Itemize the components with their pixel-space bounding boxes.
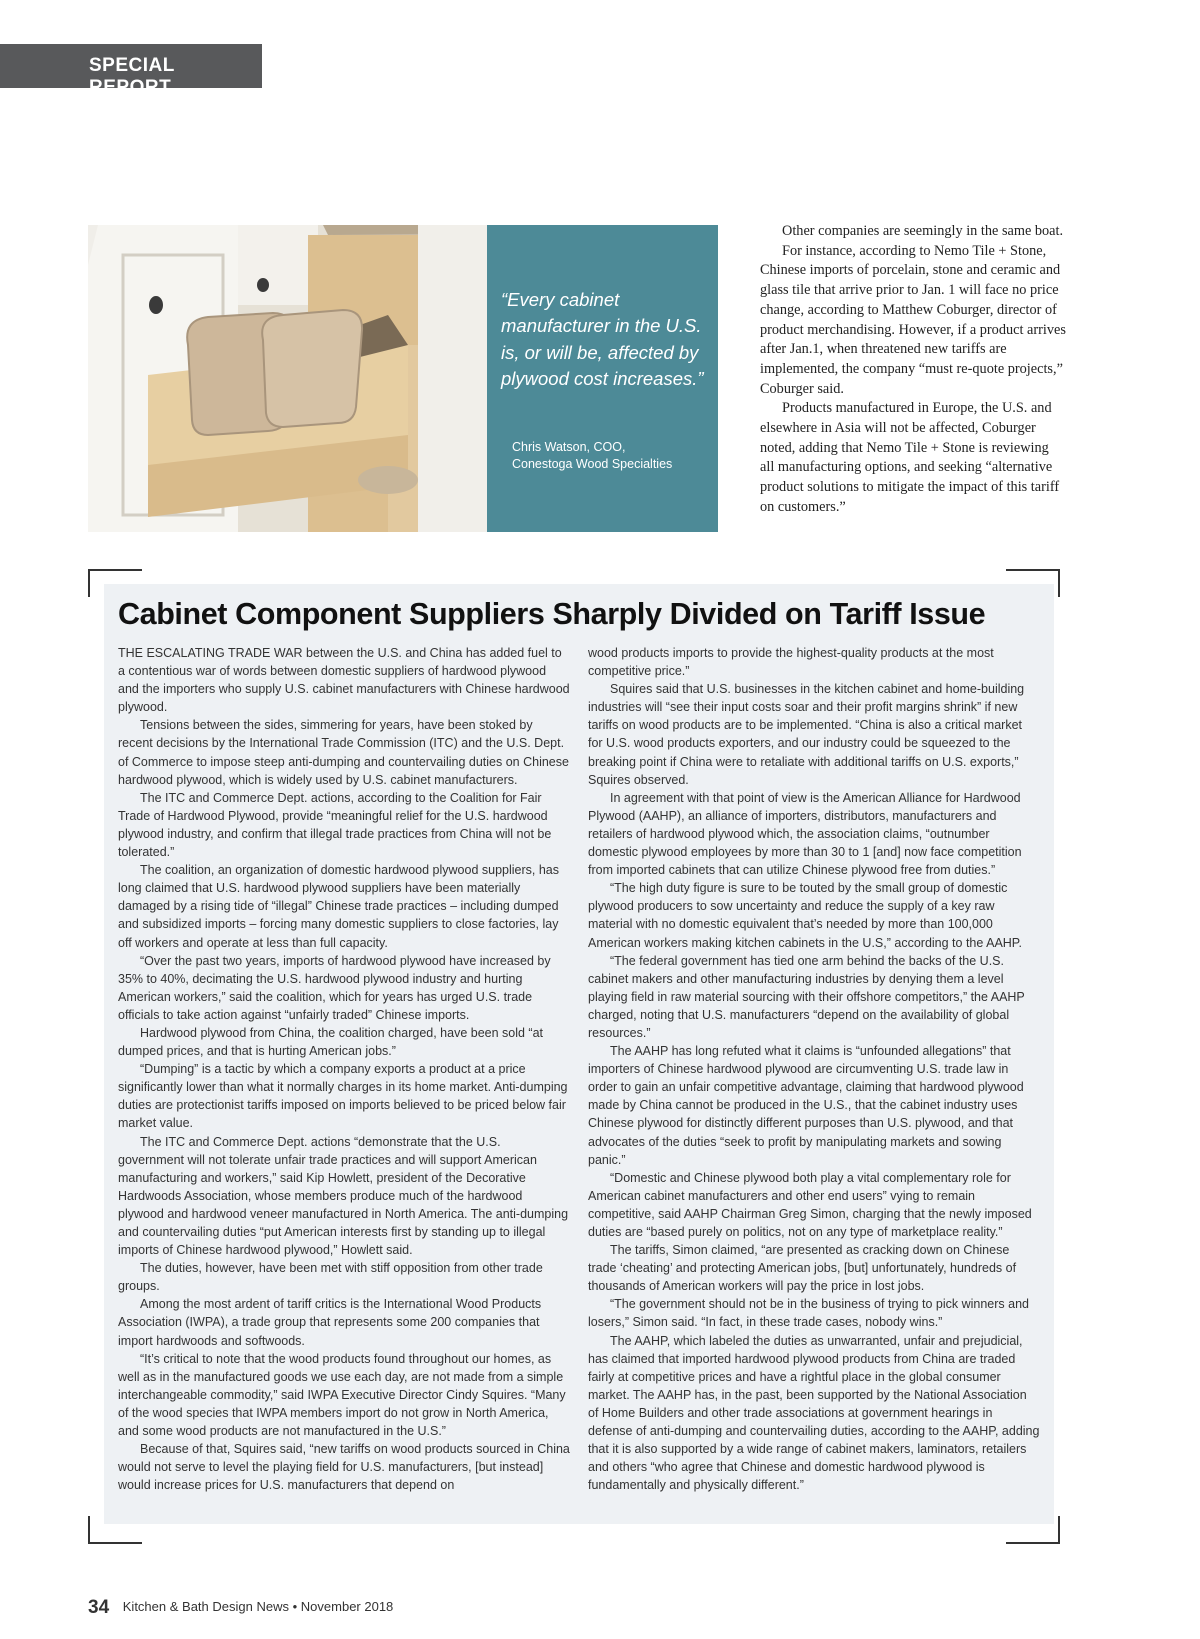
paragraph: The AAHP has long refuted what it claims is “unfounded allegations” that importers of Chinese hardwood plywood are circumventing U.S. trade law in order to gain an unfair competitive advantage, claiming that hardwood plywood made by China cannot be produced in the U.S., that the cabinet industry uses Chinese plywood for distinctly different purposes than U.S. plywood, and that advocates of the duties “seek to profit by manipulating markets and sowing panic.” bbox=[588, 1044, 1024, 1167]
section-tag bbox=[0, 44, 262, 98]
pull-quote-attribution-name: Chris Watson, COO, bbox=[512, 440, 626, 454]
paragraph: “The high duty figure is sure to be touted by the small group of domestic plywood producers to sow uncertainty and reduce the supply of a key raw material with no domestic equivalent that’s needed by more than 100,000 American workers making kitchen cabinets in the U.S,” according to the AAHP. bbox=[588, 881, 1023, 950]
paragraph: “Over the past two years, imports of hardwood plywood have increased by 35% to 40%, decimating the U.S. hardwood plywood industry and hurting American workers,” said the coalition, which for years has urged U.S. trade officials to take action against “unfairly traded” Chinese imports. bbox=[118, 953, 551, 1022]
pull-quote-attribution-company: Conestoga Wood Specialties bbox=[512, 457, 673, 471]
paragraph: In agreement with that point of view is the American Alliance for Hardwood Plywood (AAHP), an alliance of importers, distributors, manufacturers and retailers of hardwood plywood which, the association claims, “outnumber domestic plywood employees by more than 30 to 1 [and] now face competition from imported cabinets that can utilize Chinese plywood free from duties.” bbox=[588, 790, 1022, 878]
paragraph: wood products imports to provide the highest-quality products at the most competitive price.” bbox=[588, 646, 994, 679]
section-tag-label: SPECIAL REPORT bbox=[89, 55, 175, 98]
sidebar-headline: Cabinet Component Suppliers Sharply Divided on Tariff Issue bbox=[118, 597, 986, 631]
sidebar-column-1 bbox=[118, 644, 570, 1494]
paragraph: The duties, however, have been met with stiff opposition from other trade groups. bbox=[118, 1261, 543, 1294]
paragraph: “Domestic and Chinese plywood both play a vital complementary role for American cabinet manufacturers and other end users” vying to remain competitive, said AAHP Chairman Greg Simon, charging that the newly imposed duties are “based purely on politics, not on any type of marketplace reality.” bbox=[588, 1170, 1032, 1239]
paragraph: The ITC and Commerce Dept. actions, according to the Coalition for Fair Trade of Hardwood Plywood, provide “meaningful relief for the U.S. hardwood plywood industry, and confirm that illegal trade practices from China will not be tolerated.” bbox=[118, 790, 552, 860]
paragraph: The AAHP, which labeled the duties as unwarranted, unfair and prejudicial, has claimed that imported hardwood plywood products from China are traded fairly at competitive prices and have a rightful place in the global consumer market. The AAHP has, in the past, been supported by the National Association of Home Builders and other trade associations at government hearings in defense of anti-dumping and countervailing duties, according to the AAHP, adding that it is also supported by a wide range of cabinet makers, laminators, retailers and others “who agree that Chinese and domestic hardwood plywood is fundamentally and physically different.” bbox=[588, 1333, 1040, 1493]
paragraph: “It’s critical to note that the wood products found throughout our homes, as well as in the manufactured goods we use each day, are not made from a simple interchangeable commodity,” said IWPA Executive Director Cindy Squires. “Many of the wood species that IWPA members import do not grow in North America, and some wood products are not manufactured in the U.S.” bbox=[118, 1351, 566, 1439]
paragraph: Hardwood plywood from China, the coalition charged, have been sold “at dumped prices, and that is hurting American jobs.” bbox=[118, 1025, 544, 1059]
paragraph: The coalition, an organization of domestic hardwood plywood suppliers, has long claimed that U.S. hardwood plywood suppliers have been materially damaged by a rising tide of “illegal” Chinese trade practices – including dumped and subsidized imports – forcing many domestic suppliers to close factories, lay off workers and operate at less than full capacity. bbox=[118, 863, 559, 950]
cabinet-photo bbox=[88, 225, 488, 532]
footer-separator: • bbox=[292, 1599, 298, 1614]
paragraph: For instance, according to Nemo Tile + Stone, Chinese imports of porcelain, stone and ceramic and glass tile that arrive prior to Jan. 1 will face no price change, according to Matthew Coburger, director of product merchandising. However, if a product arrives after Jan.1, when threatened new tariffs are implemented, the company “must re-quote projects,” Coburger said. bbox=[760, 242, 1066, 397]
page-footer bbox=[88, 1597, 393, 1619]
paragraph: Because of that, Squires said, “new tariffs on wood products sourced in China would not serve to level the playing field for U.S. manufacturers, [but instead] would increase prices for U.S. manufacturers that depend on bbox=[118, 1442, 570, 1493]
publication-name: Kitchen & Bath Design News bbox=[122, 1599, 289, 1614]
paragraph: Squires said that U.S. businesses in the kitchen cabinet and home-building industries will “see their input costs soar and their profit margins shrink” if new tariffs on wood products are to be implemented. “China is also a critical market for U.S. wood products exporters, and our industry could be squeezed to the breaking point if China were to retaliate with additional tariffs on U.S. exports,” Squires observed. bbox=[588, 682, 1025, 787]
page-number: 34 bbox=[88, 1597, 110, 1618]
paragraph: “The government should not be in the business of trying to pick winners and losers,” Simon said. “In fact, in these trade cases, nobody wins.” bbox=[588, 1297, 1029, 1330]
paragraph: The tariffs, Simon claimed, “are presented as cracking down on Chinese trade ‘cheating’ and protecting American jobs, [but] unfortunately, hundreds of thousands of American workers will pay the price in lost jobs. bbox=[588, 1243, 1017, 1294]
pull-quote-attribution bbox=[512, 439, 712, 473]
paragraph: “Dumping” is a tactic by which a company exports a product at a price significantly lower than what it normally charges in its home market. Anti-dumping duties are protectionist tariffs imposed on imports believed to be priced below fair market value. bbox=[118, 1062, 568, 1131]
paragraph: Other companies are seemingly in the same boat. bbox=[782, 223, 1064, 239]
paragraph: Among the most ardent of tariff critics is the International Wood Products Association (IWPA), a trade group that represents some 200 companies that import hardwoods and softwoods. bbox=[118, 1297, 542, 1348]
side-column-text bbox=[760, 222, 1066, 518]
paragraph: “The federal government has tied one arm behind the backs of the U.S. cabinet makers and other manufacturing industries by denying them a level playing field in raw material sourcing with their offshore competitors,” the AAHP charged, noting that U.S. manufacturers “depend on the availability of global resources.” bbox=[588, 953, 1025, 1040]
paragraph: The ITC and Commerce Dept. actions “demonstrate that the U.S. government will not tolerate unfair trade practices and will support American manufacturing and workers,” said Kip Howlett, president of the Decorative Hardwoods Association, whose members produce much of the hardwood plywood and hardwood veneer manufactured in North America. The anti-dumping and countervailing duties “put American interests first by standing up to illegal imports of Chinese hardwood plywood,” Howlett said. bbox=[118, 1134, 569, 1258]
sidebar-column-2 bbox=[588, 644, 1040, 1494]
sidebar-article bbox=[104, 584, 1054, 1524]
paragraph: Products manufactured in Europe, the U.S. and elsewhere in Asia will not be affected, Coburger noted, adding that Nemo Tile + Stone is reviewing all manufacturing options, and seeking “alternative product solutions to mitigate the impact of this tariff on customers.” bbox=[760, 400, 1060, 515]
issue-date: November 2018 bbox=[300, 1599, 394, 1614]
paragraph: THE ESCALATING TRADE WAR between the U.S. and China has added fuel to a contentious war of words between domestic suppliers of hardwood plywood and the importers who supply U.S. cabinet manufacturers with Chinese hardwood plywood. bbox=[118, 646, 570, 715]
paragraph: Tensions between the sides, simmering for years, have been stoked by recent decisions by the International Trade Commission (ITC) and the U.S. Dept. of Commerce to impose steep anti-dumping and countervailing duties on Chinese hardwood plywood, which is widely used by U.S. cabinet manufacturers. bbox=[118, 718, 569, 787]
pull-quote bbox=[487, 225, 718, 532]
pull-quote-text: “Every cabinet manufacturer in the U.S. is, or will be, affected by plywood cost increases.” bbox=[501, 289, 704, 390]
